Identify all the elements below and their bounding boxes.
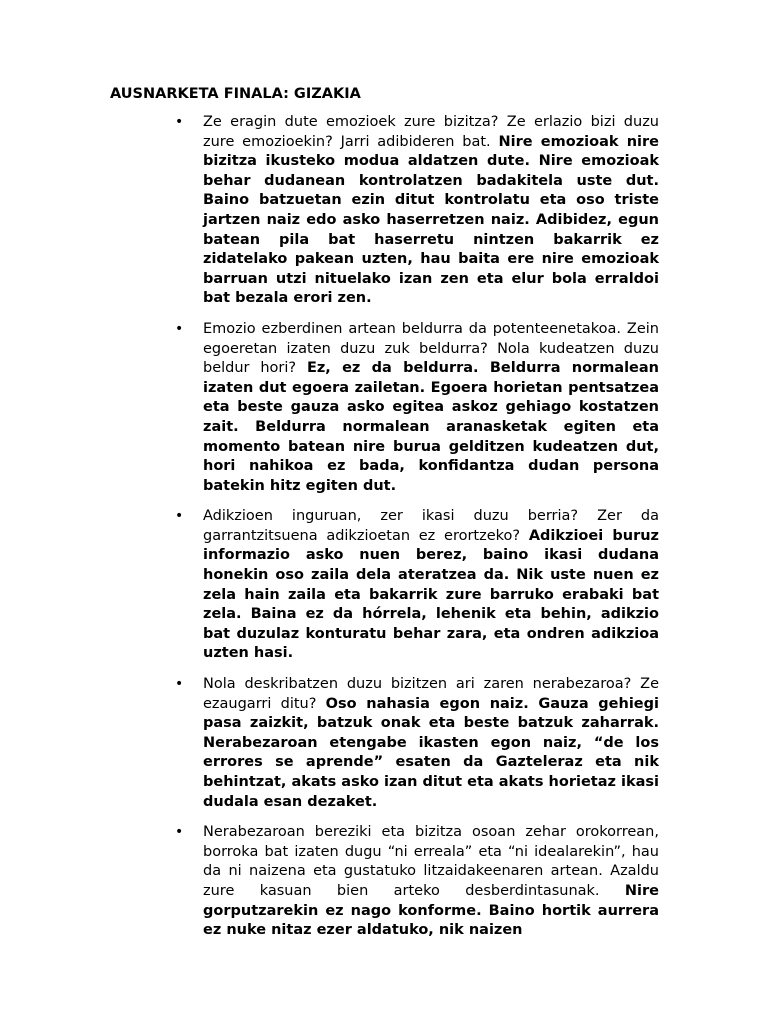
list-item <box>175 113 659 309</box>
document-title: AUSNARKETA FINALA: GIZAKIA <box>110 86 361 102</box>
answer-text: Ez, ez da beldurra. Beldurra normalean izaten dut egoera zailetan. Egoera horietan pentsatzea eta beste gauza asko egitea askoz gehiago kostatzen zait. Beldurra normalean aranasketak egiten eta momento batean nire burua gelditzen kudeatzen dut, hori nahikoa ez bada, konfidantza dudan persona batekin hitz egiten dut. <box>203 360 660 494</box>
bullet-icon: • <box>175 114 184 130</box>
item-paragraph <box>203 823 659 941</box>
bullet-icon: • <box>175 824 184 841</box>
item-paragraph <box>203 113 659 309</box>
list-item <box>175 823 659 941</box>
item-paragraph <box>203 320 659 496</box>
question-text: Emozio ezberdinen artean beldurra da potenteenetakoa. Zein egoeretan izaten duzu zuk beldurra? Nola kudeatzen duzu beldur hori? <box>203 320 659 377</box>
question-text: Nerabezaroan bereziki eta bizitza osoan zehar orokorrean, borroka bat izaten dugu “ni erreala” eta “ni idealarekin”, hau da ni naizena eta gustatuko litzaidakeenaren artean. Azaldu zure kasuan bien arteko desberdintasunak. <box>203 824 659 899</box>
answer-text: Adikzioei buruz informazio asko nuen berez, baino ikasi dudana honekin oso zaila dela ateratzea da. Nik uste nuen ez zela hain zaila eta bakarrik zure barruko erabaki bat zela. Baina ez da hórrela, lehenik eta behin, adikzio bat duzulaz konturatu behar zara, eta ondren adikzioa uzten hasi. <box>203 527 659 662</box>
item-paragraph <box>203 507 659 664</box>
question-text: Adikzioen inguruan, zer ikasi duzu berria? Zer da garrantzitsuena adikzioetan ez erortzeko? <box>203 508 659 544</box>
question-text: Nola deskribatzen duzu bizitzen ari zaren nerabezaroa? Ze ezaugarri ditu? <box>203 676 659 712</box>
item-paragraph <box>203 675 659 812</box>
question-text: Ze eragin dute emozioek zure bizitza? Ze erlazio bizi duzu zure emozioekin? Jarri adibideren bat. <box>203 114 659 150</box>
answer-text: Nire emozioak nire bizitza ikusteko modua aldatzen dute. Nire emozioak behar dudanean kontrolatzen badakitela uste dut. Baino batzuetan ezin ditut kontrolatu eta oso triste jartzen naiz edo asko haserretzen naiz. Adibidez, egun batean pila bat haserretu nintzen bakarrik ez zidatelako pakean uzten, hau baita ere nire emozioak barruan utzi nituelako izan zen eta elur bola erraldoi bat bezala erori zen. <box>203 133 660 307</box>
answer-text: Nire gorputzarekin ez nago konforme. Baino hortik aurrera ez nuke nitaz ezer aldatuko, nik naizen <box>203 882 660 939</box>
question-list <box>175 113 659 952</box>
bullet-icon: • <box>175 508 184 525</box>
bullet-icon: • <box>175 676 184 693</box>
answer-text: Oso nahasia egon naiz. Gauza gehiegi pasa zaizkit, batzuk onak eta beste batzuk zaharrak. Nerabezaroan etengabe ikasten egon naiz, “de los errores se aprende” esaten da Gazteleraz eta nik behintzat, akats asko izan ditut eta akats horietaz ikasi dudala esan dezaket. <box>203 695 659 810</box>
bullet-icon: • <box>175 320 184 337</box>
list-item <box>175 320 659 496</box>
list-item <box>175 675 659 812</box>
list-item <box>175 507 659 664</box>
